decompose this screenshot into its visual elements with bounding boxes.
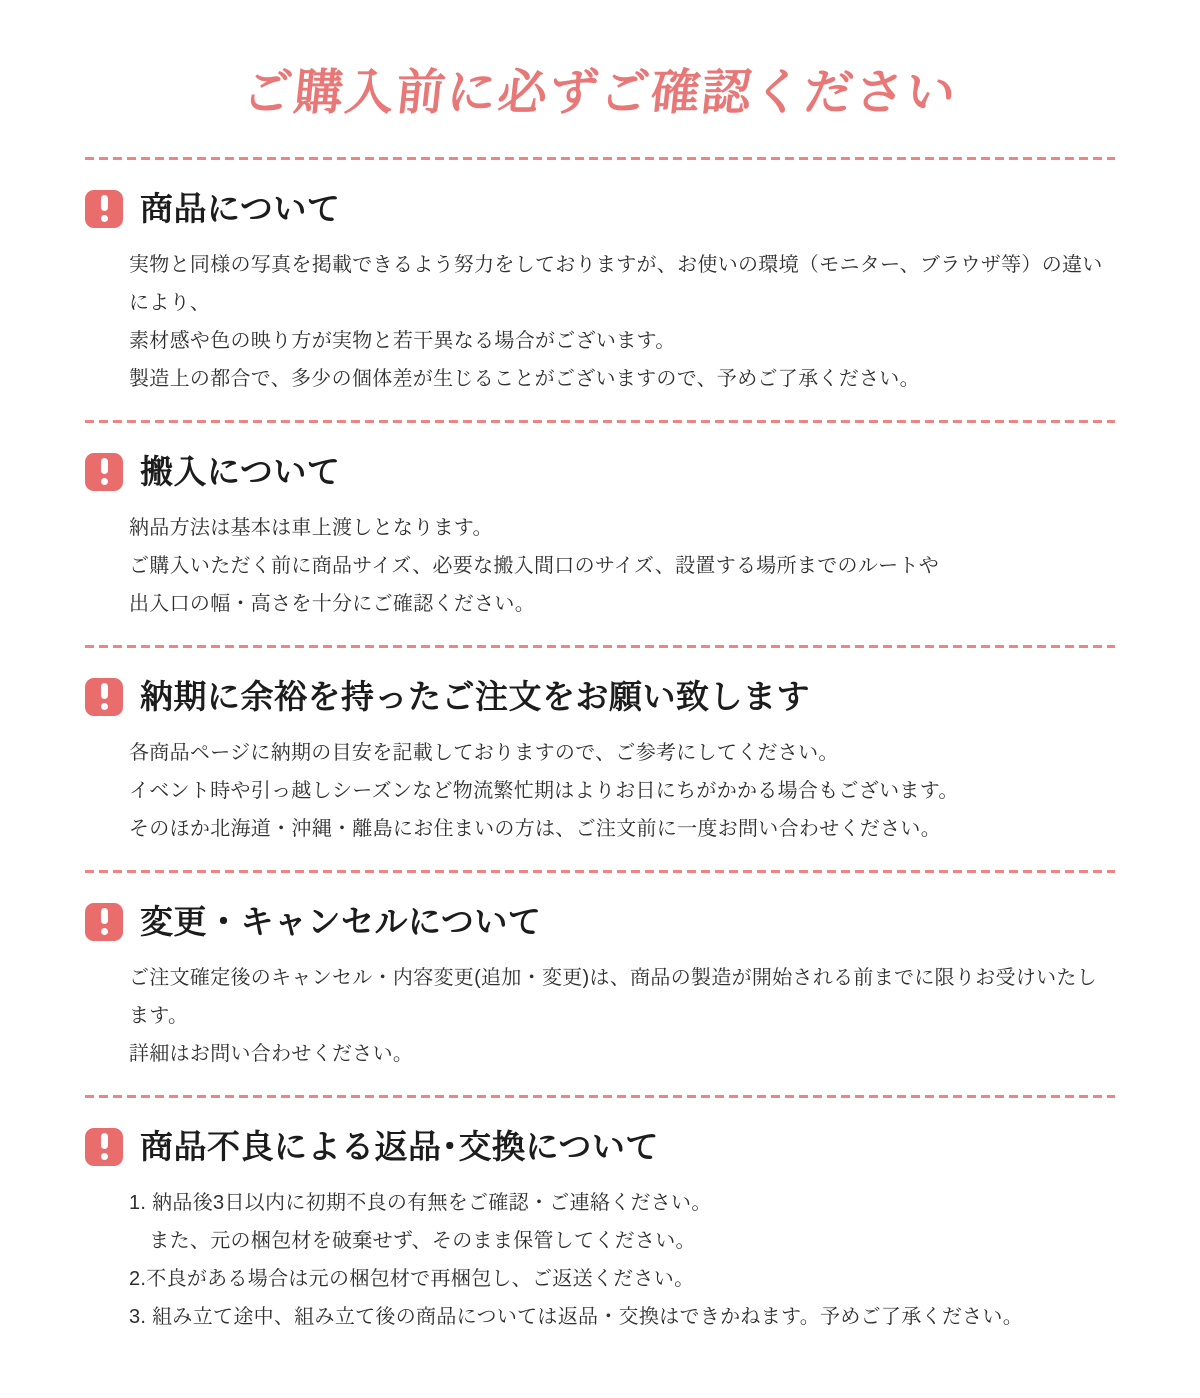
exclamation-dot: [101, 1153, 108, 1160]
body-line: また、元の梱包材を破棄せず、そのまま保管してください。: [129, 1229, 696, 1252]
body-line: 実物と同様の写真を掲載できるよう努力をしておりますが、お使いの環境（モニター、ブラウザ等）の違いにより、: [129, 253, 1103, 314]
body-line: 詳細はお問い合わせください。: [129, 1042, 414, 1065]
dashed-divider: [85, 157, 1115, 160]
body-line: 1. 納品後3日以内に初期不良の有無をご確認・ご連絡ください。: [129, 1191, 712, 1214]
section-heading-row: [85, 1128, 1115, 1166]
section-heading: 商品不良による返品･交換について: [140, 1127, 659, 1165]
exclamation-dot: [101, 478, 108, 485]
section-heading: 変更・キャンセルについて: [140, 902, 542, 940]
exclamation-bar: [101, 195, 108, 211]
body-line: 各商品ページに納期の目安を記載しておりますので、ご参考にしてください。: [129, 741, 839, 764]
body-line: そのほか北海道・沖縄・離島にお住まいの方は、ご注文前に一度お問い合わせください。: [129, 817, 941, 840]
dashed-divider: [85, 1095, 1115, 1098]
dashed-divider: [85, 420, 1115, 423]
dashed-divider: [85, 870, 1115, 873]
section-body: [85, 509, 1115, 623]
body-line: ご注文確定後のキャンセル・内容変更(追加・変更)は、商品の製造が開始される前までに限りお受けいたします。: [129, 966, 1098, 1027]
section-heading: 納期に余裕を持ったご注文をお願い致します: [140, 677, 810, 715]
body-line: 製造上の都合で、多少の個体差が生じることがございますので、予めご了承ください。: [129, 367, 920, 390]
body-line: 2.不良がある場合は元の梱包材で再梱包し、ご返送ください。: [129, 1267, 695, 1290]
section-lead-time: [85, 678, 1115, 848]
section-body: [85, 246, 1115, 398]
exclamation-icon: [85, 453, 123, 491]
section-body: [85, 959, 1115, 1073]
dashed-divider: [85, 645, 1115, 648]
section-body: [85, 734, 1115, 848]
section-heading: 搬入について: [140, 452, 341, 490]
body-line: 素材感や色の映り方が実物と若干異なる場合がございます。: [129, 329, 676, 352]
exclamation-bar: [101, 458, 108, 474]
exclamation-icon: [85, 678, 123, 716]
section-heading-row: [85, 453, 1115, 491]
exclamation-dot: [101, 703, 108, 710]
exclamation-icon: [85, 1128, 123, 1166]
body-line: イベント時や引っ越しシーズンなど物流繁忙期はよりお日にちがかかる場合もございます。: [129, 779, 959, 802]
page-title: ご購入前に必ずご確認ください: [240, 66, 960, 120]
exclamation-icon: [85, 190, 123, 228]
section-delivery: [85, 453, 1115, 623]
exclamation-dot: [101, 215, 108, 222]
exclamation-bar: [101, 683, 108, 699]
body-line: 3. 組み立て途中、組み立て後の商品については返品・交換はできかねます。予めご了承ください。: [129, 1305, 1024, 1328]
body-line: 出入口の幅・高さを十分にご確認ください。: [129, 592, 535, 615]
section-product-info: [85, 190, 1115, 398]
section-change-cancel: [85, 903, 1115, 1073]
exclamation-dot: [101, 928, 108, 935]
body-line: 納品方法は基本は車上渡しとなります。: [129, 516, 493, 539]
section-heading-row: [85, 190, 1115, 228]
section-heading-row: [85, 678, 1115, 716]
exclamation-bar: [101, 908, 108, 924]
section-body: [85, 1184, 1115, 1336]
section-return-exchange: [85, 1128, 1115, 1336]
title-wrap: [85, 60, 1115, 123]
section-heading: 商品について: [140, 189, 341, 227]
body-line: ご購入いただく前に商品サイズ、必要な搬入間口のサイズ、設置する場所までのルートや: [129, 554, 939, 577]
exclamation-icon: [85, 903, 123, 941]
section-heading-row: [85, 903, 1115, 941]
exclamation-bar: [101, 1133, 108, 1149]
